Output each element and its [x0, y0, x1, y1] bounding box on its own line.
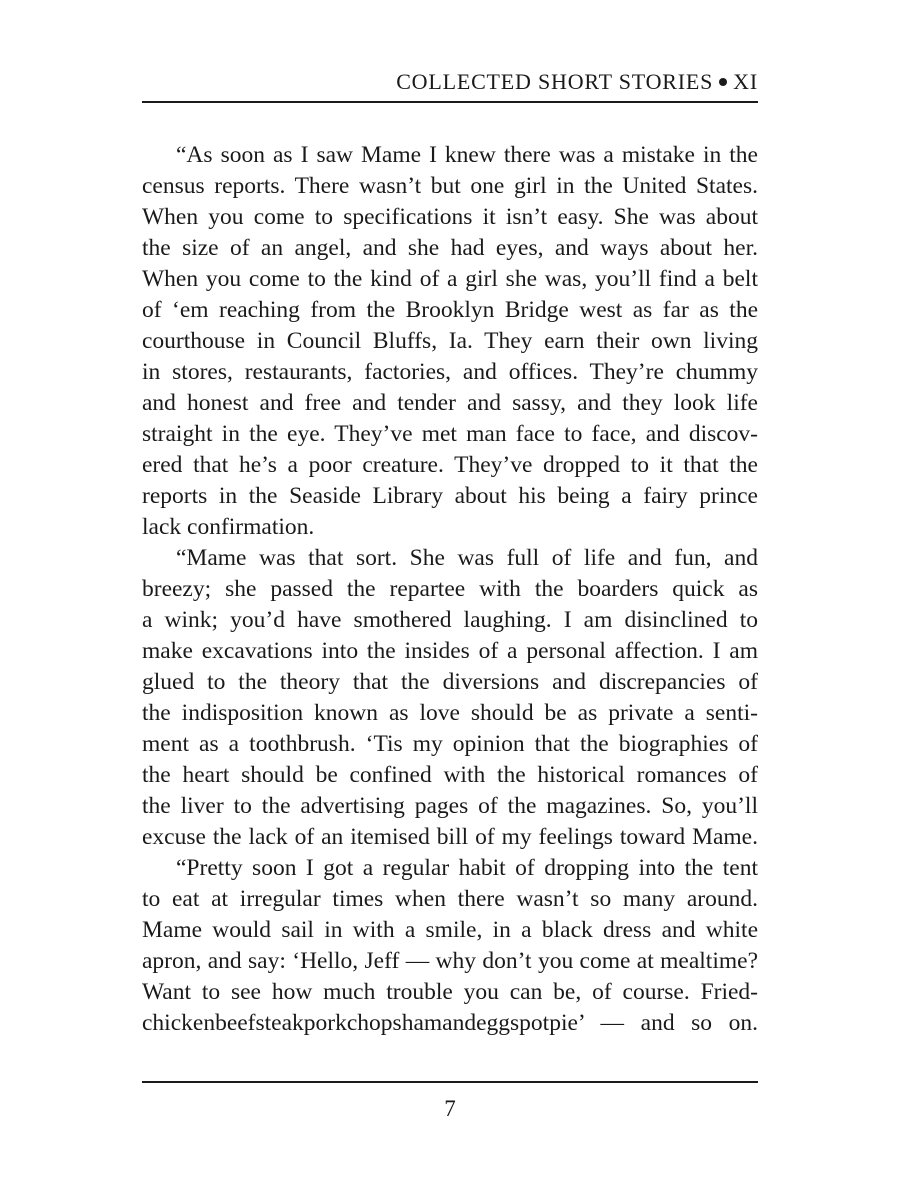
text-line: ment as a toothbrush. ‘Tis my opinion that the biographies of: [142, 731, 758, 757]
text-line: When you come to the kind of a girl she was, you’ll find a belt: [142, 266, 758, 292]
text-line: “Mame was that sort. She was full of life and fun, and: [176, 545, 758, 571]
text-line: When you come to specifications it isn’t easy. She was about: [142, 204, 758, 230]
text-line: straight in the eye. They’ve met man face to face, and discov-: [142, 421, 758, 447]
page-number: 7: [444, 1096, 456, 1121]
text-line: of ‘em reaching from the Brooklyn Bridge west as far as the: [142, 297, 758, 323]
text-line: to eat at irregular times when there wasn’t so many around.: [142, 886, 758, 912]
text-line: lack confirmation.: [142, 514, 315, 540]
text-line: apron, and say: ‘Hello, Jeff — why don’t you come at mealtime?: [142, 948, 758, 974]
header-rule: [142, 101, 758, 103]
text-line: and honest and free and tender and sassy, and they look life: [142, 390, 758, 416]
text-line: census reports. There wasn’t but one girl in the United States.: [142, 173, 758, 199]
book-title: COLLECTED SHORT STORIES: [396, 69, 714, 94]
text-line: the liver to the advertising pages of the magazines. So, you’ll: [142, 793, 758, 819]
text-line: the indisposition known as love should be as private a senti-: [142, 700, 758, 726]
text-line: the heart should be confined with the historical romances of: [142, 762, 758, 788]
text-line: the size of an angel, and she had eyes, and ways about her.: [142, 235, 758, 261]
text-line: breezy; she passed the repartee with the boarders quick as: [142, 576, 758, 602]
text-line: courthouse in Council Bluffs, Ia. They earn their own living: [142, 328, 758, 354]
bullet-icon: [719, 78, 727, 86]
text-line: “As soon as I saw Mame I knew there was a mistake in the: [176, 142, 758, 168]
text-line: reports in the Seaside Library about his being a fairy prince: [142, 483, 758, 509]
text-line: “Pretty soon I got a regular habit of dropping into the tent: [176, 855, 758, 881]
text-line: ered that he’s a poor creature. They’ve dropped to it that the: [142, 452, 758, 478]
text-line: Mame would sail in with a smile, in a black dress and white: [142, 917, 758, 943]
text-line: make excavations into the insides of a personal affection. I am: [142, 638, 758, 664]
page-body: [142, 140, 758, 1039]
text-line: chickenbeefsteakporkchopshamandeggspotpie’ — and so on.: [142, 1010, 758, 1036]
footer-rule: [142, 1081, 758, 1083]
text-line: Want to see how much trouble you can be, of course. Fried-: [142, 979, 758, 1005]
text-line: glued to the theory that the diversions and discrepancies of: [142, 669, 758, 695]
text-line: a wink; you’d have smothered laughing. I am disinclined to: [142, 607, 758, 633]
text-line: excuse the lack of an itemised bill of my feelings toward Mame.: [142, 824, 758, 850]
text-line: in stores, restaurants, factories, and offices. They’re chummy: [142, 359, 758, 385]
volume-number: XI: [733, 69, 758, 94]
running-head: [142, 64, 758, 100]
